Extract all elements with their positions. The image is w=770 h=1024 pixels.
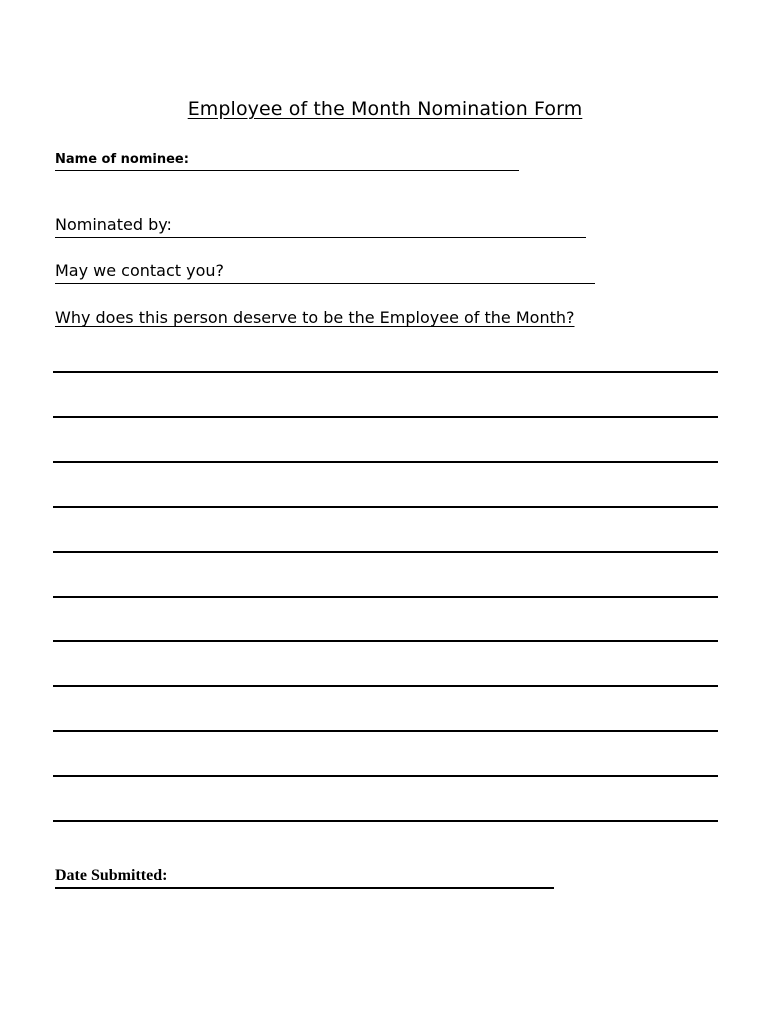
date-field[interactable] xyxy=(55,866,554,889)
nominated-by-input-line[interactable] xyxy=(172,237,586,238)
answer-line[interactable] xyxy=(53,685,718,687)
form-title: Employee of the Month Nomination Form xyxy=(187,98,583,120)
nominated-by-label: Nominated by: xyxy=(55,214,172,238)
answer-line[interactable] xyxy=(53,820,718,822)
answer-line[interactable] xyxy=(53,371,718,373)
answer-line[interactable] xyxy=(53,775,718,777)
date-input-line[interactable] xyxy=(167,887,554,889)
nominee-field[interactable] xyxy=(55,151,519,171)
nominee-input-line[interactable] xyxy=(189,170,519,171)
answer-line[interactable] xyxy=(53,506,718,508)
contact-input-line[interactable] xyxy=(224,283,595,284)
answer-line[interactable] xyxy=(53,551,718,553)
answer-line[interactable] xyxy=(53,416,718,418)
date-label: Date Submitted: xyxy=(55,866,167,889)
contact-field[interactable] xyxy=(55,260,595,284)
answer-line[interactable] xyxy=(53,461,718,463)
nominated-by-field[interactable] xyxy=(55,214,586,238)
answer-line[interactable] xyxy=(53,640,718,642)
nominee-label: Name of nominee: xyxy=(55,151,189,171)
contact-label: May we contact you? xyxy=(55,260,224,284)
answer-line[interactable] xyxy=(53,596,718,598)
deserve-question: Why does this person deserve to be the Employee of the Month? xyxy=(55,308,575,327)
answer-line[interactable] xyxy=(53,730,718,732)
